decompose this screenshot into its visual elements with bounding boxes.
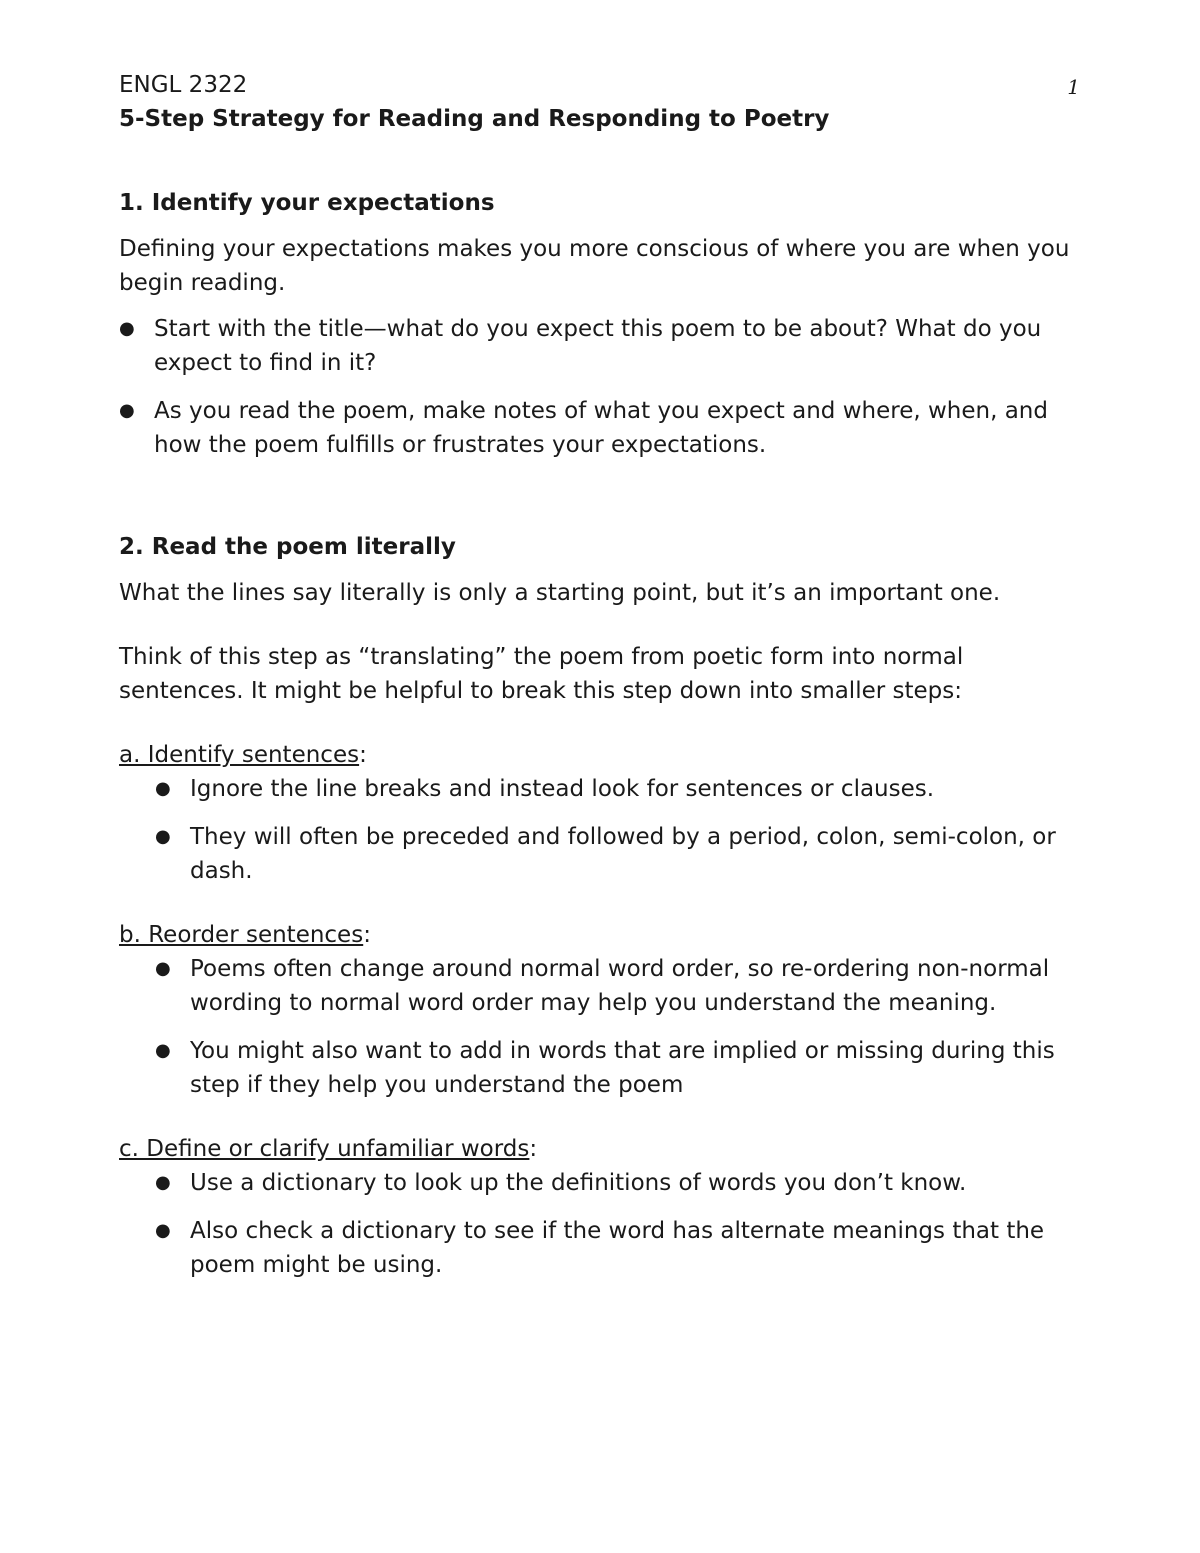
step-1-section	[119, 186, 1089, 462]
step-2-paragraph: Think of this step as “translating” the poem from poetic form into normal sentences. It might be helpful to break this step down into smaller steps:	[119, 644, 964, 704]
list-item-text: Ignore the line breaks and instead look for sentences or clauses.	[190, 776, 935, 802]
bullet-icon: ●	[155, 1220, 171, 1241]
list-item-text: Use a dictionary to look up the definitions of words you don’t know.	[190, 1170, 967, 1196]
list-item-text: Also check a dictionary to see if the word has alternate meanings that the poem might be using.	[190, 1218, 1045, 1278]
list-item	[119, 952, 1089, 1020]
substep-c-title: c. Define or clarify unfamiliar words	[119, 1136, 530, 1162]
list-item-text: Start with the title—what do you expect this poem to be about? What do you expect to find in it?	[154, 316, 1042, 376]
subsection-spacer	[119, 902, 1089, 918]
list-item	[119, 772, 1089, 806]
step-2-intro: What the lines say literally is only a starting point, but it’s an important one.	[119, 580, 1001, 606]
bullet-icon: ●	[155, 958, 171, 979]
bullet-icon: ●	[119, 318, 135, 339]
list-item	[119, 394, 1089, 462]
substep-b-heading	[119, 918, 1089, 952]
bullet-icon: ●	[155, 1040, 171, 1061]
page-number: 1	[1067, 75, 1080, 99]
document-body	[119, 68, 1089, 1296]
course-code: ENGL 2322	[119, 72, 248, 98]
substep-b-colon: :	[363, 922, 371, 948]
bullet-icon: ●	[155, 1172, 171, 1193]
substep-a-bullet-list	[119, 772, 1089, 888]
list-item-text: You might also want to add in words that are implied or missing during this step if they help you understand the poem	[190, 1038, 1055, 1098]
substep-a-colon: :	[359, 742, 367, 768]
bullet-icon: ●	[119, 400, 135, 421]
list-item-text: Poems often change around normal word order, so re-ordering non-normal wording to normal word order may help you understand the meaning.	[190, 956, 1050, 1016]
list-item-text: As you read the poem, make notes of what you expect and where, when, and how the poem fulfills or frustrates your expectations.	[154, 398, 1048, 458]
substep-c-colon: :	[529, 1136, 538, 1162]
bullet-icon: ●	[155, 778, 171, 799]
list-item-text: They will often be preceded and followed by a period, colon, semi-colon, or dash.	[190, 824, 1056, 884]
list-item	[119, 820, 1089, 888]
list-item	[119, 1166, 1089, 1200]
substep-c-heading	[119, 1132, 1089, 1166]
substep-b-bullet-list	[119, 952, 1089, 1102]
substep-a-heading	[119, 738, 1089, 772]
bullet-icon: ●	[155, 826, 171, 847]
list-item	[119, 312, 1089, 380]
substep-a-title: a. Identify sentences	[119, 742, 360, 768]
list-item	[119, 1034, 1089, 1102]
section-spacer	[119, 476, 1089, 530]
subsection-spacer	[119, 1116, 1089, 1132]
list-item	[119, 1214, 1089, 1282]
step-1-bullet-list	[119, 312, 1089, 462]
step-2-section	[119, 530, 1089, 1282]
substep-c-bullet-list	[119, 1166, 1089, 1282]
substep-b-title: b. Reorder sentences	[119, 922, 364, 948]
step-1-intro: Defining your expectations makes you more conscious of where you are when you begin reading.	[119, 236, 1070, 296]
document-title: 5-Step Strategy for Reading and Responding to Poetry	[119, 106, 830, 132]
step-1-heading: 1. Identify your expectations	[119, 190, 495, 216]
step-2-heading: 2. Read the poem literally	[119, 534, 456, 560]
